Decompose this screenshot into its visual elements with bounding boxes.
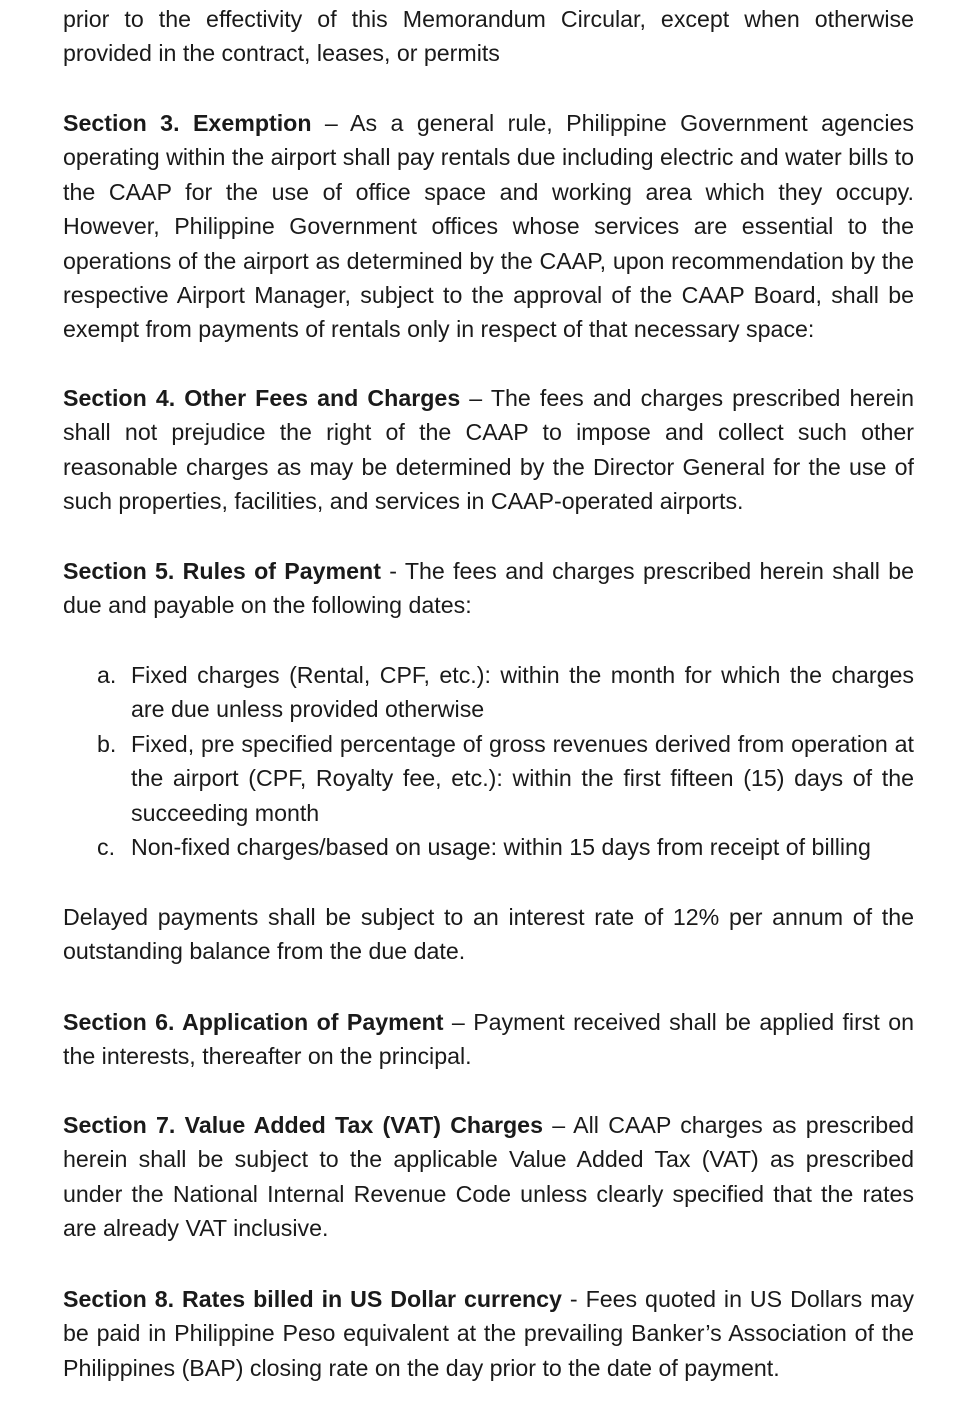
section-6 xyxy=(63,1005,914,1074)
section-5-heading: Section 5. Rules of Payment xyxy=(63,558,381,584)
list-marker: c. xyxy=(97,834,116,861)
list-item xyxy=(63,830,914,864)
section-8-heading: Section 8. Rates billed in US Dollar currency xyxy=(63,1286,562,1312)
list-marker: a. xyxy=(97,662,117,688)
section-3-paragraph xyxy=(63,106,914,347)
section-3-body: As a general rule, Philippine Government agencies operating within the airport shall pay rentals due including electric and water bills to the CAAP for the use of office space and working area which they occupy. However, Philippine Government offices whose services are essential to the operations of the airport as determined by the CAAP, upon recommendation by the respective Airport Manager, subject to the approval of the CAAP Board, shall be exempt from payments of rentals only in respect of that necessary space: xyxy=(63,110,914,343)
intro-line-1: prior to the effectivity of this Memorandum Circular, except when otherwise xyxy=(63,6,914,32)
section-8 xyxy=(63,1282,914,1385)
list-item-text: Fixed charges (Rental, CPF, etc.): within the month for which the charges are due unless provided otherwise xyxy=(131,662,914,723)
section-4-heading: Section 4. Other Fees and Charges xyxy=(63,385,461,411)
payment-dates-list xyxy=(63,658,914,864)
section-8-body: Fees quoted in US Dollars may be paid in Philippine Peso equivalent at the prevailing Banker’s Association of the Philippines (BAP) closing rate on the day prior to the date of payment. xyxy=(63,1286,914,1381)
intro-line-2: provided in the contract, leases, or permits xyxy=(63,40,500,67)
section-8-separator: - xyxy=(561,1286,586,1312)
section-5-body: The fees and charges prescribed herein shall be due and payable on the following dates: xyxy=(63,558,915,619)
section-7-paragraph xyxy=(63,1108,914,1246)
section-5-separator: - xyxy=(380,558,405,584)
section-7-separator: – xyxy=(542,1112,574,1138)
section-8-paragraph xyxy=(63,1282,914,1385)
section-7-heading: Section 7. Value Added Tax (VAT) Charges xyxy=(63,1112,543,1138)
section-6-paragraph xyxy=(63,1005,914,1074)
section-4-paragraph xyxy=(63,381,914,519)
section-4 xyxy=(63,381,914,519)
section-6-heading: Section 6. Application of Payment xyxy=(63,1009,444,1035)
section-3-separator: – xyxy=(311,110,350,136)
list-item-text: Non-fixed charges/based on usage: within 15 days from receipt of billing xyxy=(131,834,871,861)
section-6-body: Payment received shall be applied first on the interests, thereafter on the principal. xyxy=(63,1009,915,1070)
list-item-text: Fixed, pre specified percentage of gross revenues derived from operation at the airport (CPF, Royalty fee, etc.): within the first fifteen (15) days of the succeeding month xyxy=(131,730,914,826)
section-6-separator: – xyxy=(443,1009,474,1035)
list-item xyxy=(63,658,914,727)
delayed-payments-paragraph xyxy=(63,900,914,969)
section-5 xyxy=(63,554,914,623)
delayed-payments-text: Delayed payments shall be subject to an interest rate of 12% per annum of the outstanding balance from the due date. xyxy=(63,904,914,965)
section-4-separator: – xyxy=(460,385,491,411)
intro-paragraph xyxy=(63,2,914,71)
section-3 xyxy=(63,106,914,347)
section-7-body: All CAAP charges as prescribed herein shall be subject to the applicable Value Added Tax (VAT) as prescribed under the National Internal Revenue Code unless clearly specified that the rates are already VAT inclusive. xyxy=(63,1112,914,1242)
list-marker: b. xyxy=(97,730,117,757)
section-7 xyxy=(63,1108,914,1246)
section-3-heading: Section 3. Exemption xyxy=(63,110,312,136)
section-5-paragraph xyxy=(63,554,914,623)
list-item xyxy=(63,727,914,830)
section-4-body: The fees and charges prescribed herein shall not prejudice the right of the CAAP to impose and collect such other reasonable charges as may be determined by the Director General for the use of such properties, facilities, and services in CAAP-operated airports. xyxy=(63,385,914,515)
